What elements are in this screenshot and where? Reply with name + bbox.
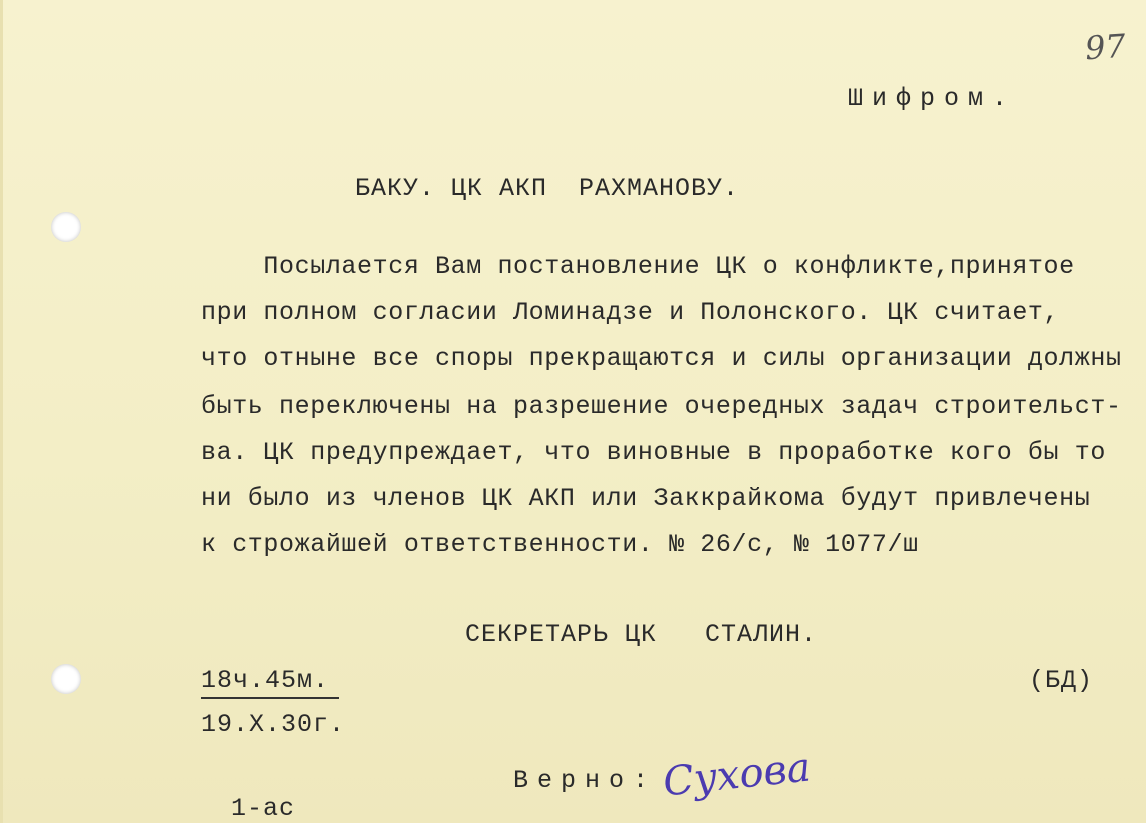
body-line: при полном согласии Ломинадзе и Полонского. ЦК считает, <box>201 298 1060 327</box>
verified-label: Верно: <box>513 766 658 795</box>
punch-hole <box>51 212 81 242</box>
signature-line: СЕКРЕТАРЬ ЦК СТАЛИН. <box>465 620 818 649</box>
operator-code: (БД) <box>1029 666 1094 695</box>
send-time: 18ч.45м. <box>201 666 339 699</box>
punch-hole <box>51 664 81 694</box>
body-line: быть переключены на разрешение очередных задач строительст- <box>201 392 1122 421</box>
folio-number: 97 <box>1083 26 1127 68</box>
cipher-label: Шифром. <box>848 84 1017 113</box>
copy-mark: 1-ас <box>231 794 296 823</box>
body-line: что отныне все споры прекращаются и силы организации должны <box>201 344 1122 373</box>
verifier-signature: Сухова <box>661 744 813 806</box>
body-line: Посылается Вам постановление ЦК о конфликте,принятое <box>201 252 1075 281</box>
body-line: к строжайшей ответственности. № 26/с, № 1077/ш <box>201 530 919 559</box>
body-line: ва. ЦК предупреждает, что виновные в проработке кого бы то <box>201 438 1106 467</box>
body-line: ни было из членов ЦК АКП или Заккрайкома будут привлечены <box>201 484 1091 513</box>
addressee: БАКУ. ЦК АКП РАХМАНОВУ. <box>355 174 740 203</box>
send-date: 19.X.30г. <box>201 710 346 739</box>
